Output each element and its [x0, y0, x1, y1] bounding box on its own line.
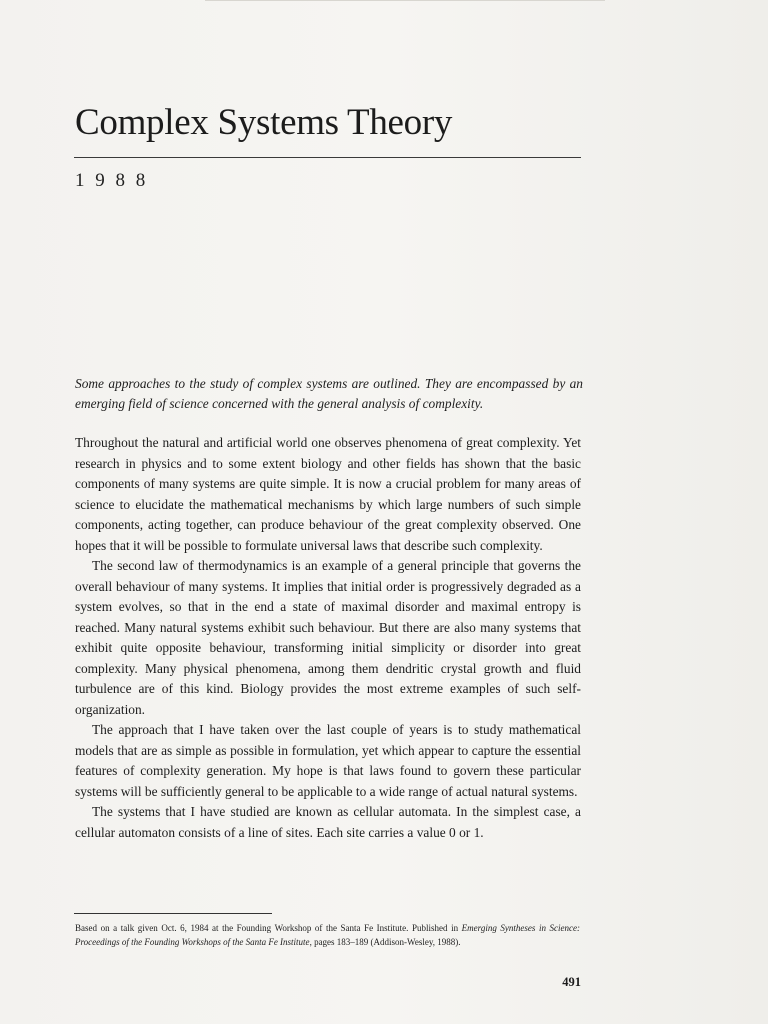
paragraph: The approach that I have taken over the last couple of years is to study mathematical models that are as simple as possible in formulation, yet which appear to capture the essential features of complexity generation. My hope is that laws found to govern these particular systems will be sufficiently general to be applicable to a wide range of actual natural systems. — [75, 722, 581, 799]
paragraph: The second law of thermodynamics is an example of a general principle that governs the overall behaviour of many systems. It implies that initial order is progressively degraded as a system evolves, so that in the end a state of maximal disorder and maximal entropy is reached. Many natural systems exhibit such behaviour. But there are also many systems that exhibit quite opposite behaviour, transforming initial simplicity or disorder into great complexity. Many physical phenomena, among them dendritic crystal growth and fluid turbulence are of this kind. Biology provides the most extreme examples of such self-organization. — [75, 558, 581, 717]
page-number: 491 — [562, 975, 581, 989]
paragraph: The systems that I have studied are known as cellular automata. In the simplest case, a cellular automaton consists of a line of sites. Each site carries a value 0 or 1. — [75, 804, 581, 840]
body-text — [75, 433, 581, 843]
paragraph: Throughout the natural and artificial world one observes phenomena of great complexity. Yet research in physics and to some extent biology and other fields has shown that the basic components of many systems are quite simple. It is now a crucial problem for many areas of science to elucidate the mathematical mechanisms by which large numbers of such simple components, acting together, can produce behaviour of the great complexity observed. One hopes that it will be possible to formulate universal laws that describe such complexity. — [75, 435, 581, 553]
chapter-title: Complex Systems Theory — [75, 102, 453, 143]
footnote-text: Based on a talk given Oct. 6, 1984 at the Founding Workshop of the Santa Fe Institute. Published in — [75, 923, 462, 933]
title-rule — [74, 157, 581, 158]
footnote-publication-title: Emerging Syntheses in Science: Proceedings of the Founding Workshops of the Santa Fe Institute — [75, 923, 580, 947]
chapter-year: 1 9 8 8 — [75, 170, 149, 191]
footnote-rule — [74, 913, 272, 914]
abstract: Some approaches to the study of complex systems are outlined. They are encompassed by an emerging field of science concerned with the general analysis of complexity. — [75, 376, 583, 411]
top-edge-rule — [205, 0, 605, 1]
footnote — [75, 922, 580, 949]
footnote-text-end: , pages 183–189 (Addison-Wesley, 1988). — [309, 936, 461, 947]
